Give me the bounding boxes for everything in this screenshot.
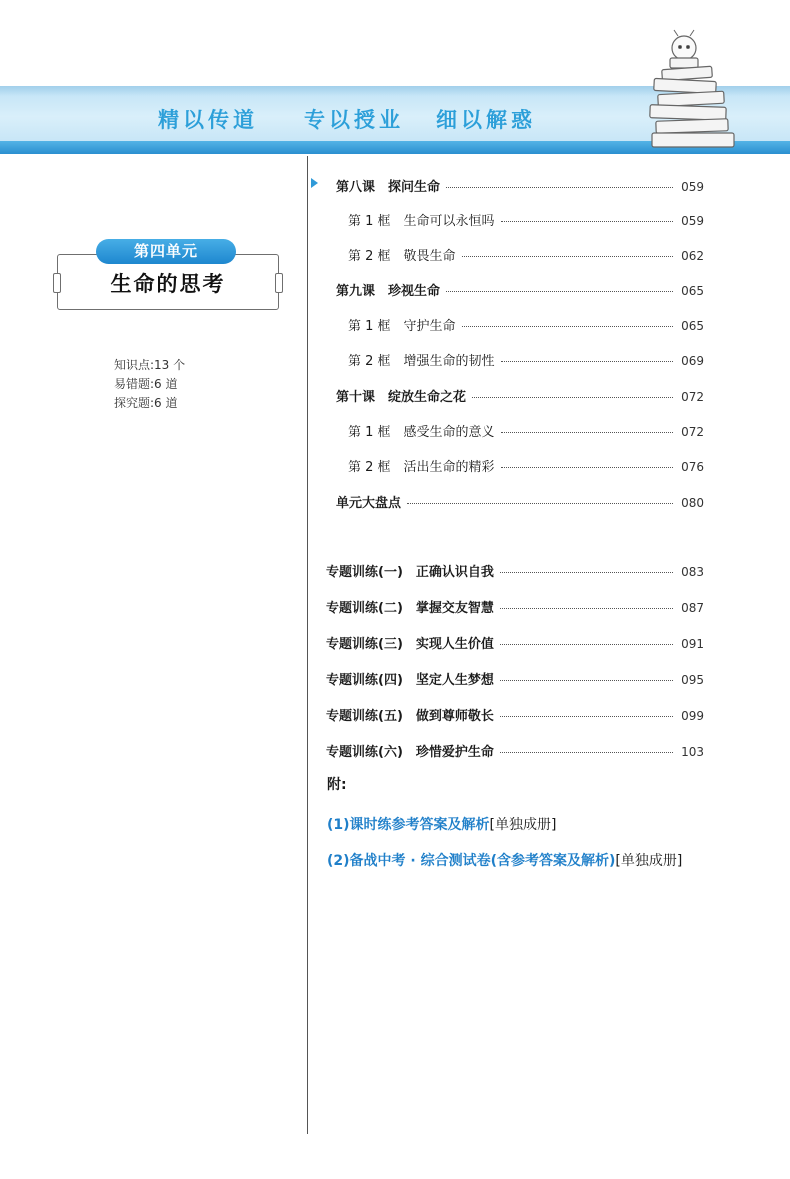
toc-page: 069 bbox=[681, 354, 704, 368]
toc-label: 第九课 珍视生命 bbox=[336, 284, 441, 299]
topic-page: 095 bbox=[681, 673, 704, 687]
appendix-item-note: [单独成册] bbox=[615, 853, 683, 869]
toc-page: 072 bbox=[681, 425, 704, 439]
stat-knowledge-points: 知识点:13 个 bbox=[114, 358, 186, 372]
toc-page: 062 bbox=[681, 249, 704, 263]
topic-row[interactable] bbox=[326, 633, 704, 652]
motto-2: 专以授业 bbox=[304, 108, 404, 132]
topic-row[interactable] bbox=[326, 705, 704, 724]
leader-dots bbox=[462, 256, 674, 257]
toc-row[interactable] bbox=[348, 456, 704, 475]
toc-page: 059 bbox=[681, 180, 704, 194]
topic-row[interactable] bbox=[326, 561, 704, 580]
appendix-item-note: [单独成册] bbox=[489, 817, 557, 833]
toc-label: 单元大盘点 bbox=[336, 496, 402, 511]
toc-row[interactable] bbox=[336, 386, 704, 405]
toc-row[interactable] bbox=[348, 210, 704, 229]
toc-row[interactable] bbox=[336, 492, 704, 511]
topic-row[interactable] bbox=[326, 597, 704, 616]
toc-page: 072 bbox=[681, 390, 704, 404]
leader-dots bbox=[407, 503, 673, 504]
unit-title: 生命的思考 bbox=[110, 271, 226, 296]
leader-dots bbox=[500, 752, 673, 753]
toc-row[interactable] bbox=[336, 176, 704, 195]
topic-page: 083 bbox=[681, 565, 704, 579]
appendix-item[interactable] bbox=[327, 850, 682, 870]
toc-row[interactable] bbox=[348, 350, 704, 369]
motto-1: 精以传道 bbox=[158, 108, 258, 132]
topic-row[interactable] bbox=[326, 741, 704, 760]
topic-page: 091 bbox=[681, 637, 704, 651]
toc-page: 065 bbox=[681, 284, 704, 298]
leader-dots bbox=[500, 572, 673, 573]
leader-dots bbox=[500, 680, 673, 681]
toc-label: 第 2 框 增强生命的韧性 bbox=[348, 354, 495, 369]
topic-page: 103 bbox=[681, 745, 704, 759]
leader-dots bbox=[501, 467, 674, 468]
toc-label: 第十课 绽放生命之花 bbox=[336, 390, 467, 405]
leader-dots bbox=[472, 397, 673, 398]
toc-label: 第 1 框 守护生命 bbox=[348, 319, 456, 334]
appendix-item-title: (1)课时练参考答案及解析 bbox=[327, 817, 490, 833]
leader-dots bbox=[462, 326, 674, 327]
leader-dots bbox=[500, 608, 673, 609]
toc-page: 065 bbox=[681, 319, 704, 333]
topic-label: 专题训练(五) 做到尊师敬长 bbox=[326, 709, 494, 724]
toc-label: 第 2 框 活出生命的精彩 bbox=[348, 460, 495, 475]
toc-label: 第 1 框 生命可以永恒吗 bbox=[348, 214, 495, 229]
topic-label: 专题训练(四) 坚定人生梦想 bbox=[326, 673, 494, 688]
leader-dots bbox=[500, 716, 673, 717]
appendix-title: 附: bbox=[327, 777, 347, 793]
leader-dots bbox=[501, 221, 674, 222]
topic-page: 099 bbox=[681, 709, 704, 723]
stat-inquiry: 探究题:6 道 bbox=[114, 396, 178, 410]
toc-row[interactable] bbox=[348, 315, 704, 334]
topic-label: 专题训练(一) 正确认识自我 bbox=[326, 565, 494, 580]
unit-tag: 第四单元 bbox=[96, 239, 236, 264]
leader-dots bbox=[500, 644, 673, 645]
toc-page: 059 bbox=[681, 214, 704, 228]
toc-label: 第八课 探问生命 bbox=[336, 180, 441, 195]
appendix-item[interactable] bbox=[327, 814, 556, 834]
topic-label: 专题训练(二) 掌握交友智慧 bbox=[326, 601, 494, 616]
toc-label: 第 2 框 敬畏生命 bbox=[348, 249, 456, 264]
leader-dots bbox=[446, 187, 673, 188]
toc-row[interactable] bbox=[336, 280, 704, 299]
topic-row[interactable] bbox=[326, 669, 704, 688]
toc-row[interactable] bbox=[348, 421, 704, 440]
toc-row[interactable] bbox=[348, 245, 704, 264]
toc-label: 第 1 框 感受生命的意义 bbox=[348, 425, 495, 440]
topic-label: 专题训练(三) 实现人生价值 bbox=[326, 637, 494, 652]
motto-3: 细以解惑 bbox=[436, 108, 536, 132]
toc-page: 076 bbox=[681, 460, 704, 474]
topic-page: 087 bbox=[681, 601, 704, 615]
leader-dots bbox=[501, 432, 674, 433]
appendix-item-title: (2)备战中考 · 综合测试卷(含参考答案及解析) bbox=[327, 853, 616, 869]
toc-page: 080 bbox=[681, 496, 704, 510]
leader-dots bbox=[446, 291, 673, 292]
topic-label: 专题训练(六) 珍惜爱护生命 bbox=[326, 745, 494, 760]
stat-error-prone: 易错题:6 道 bbox=[114, 377, 178, 391]
leader-dots bbox=[501, 361, 674, 362]
